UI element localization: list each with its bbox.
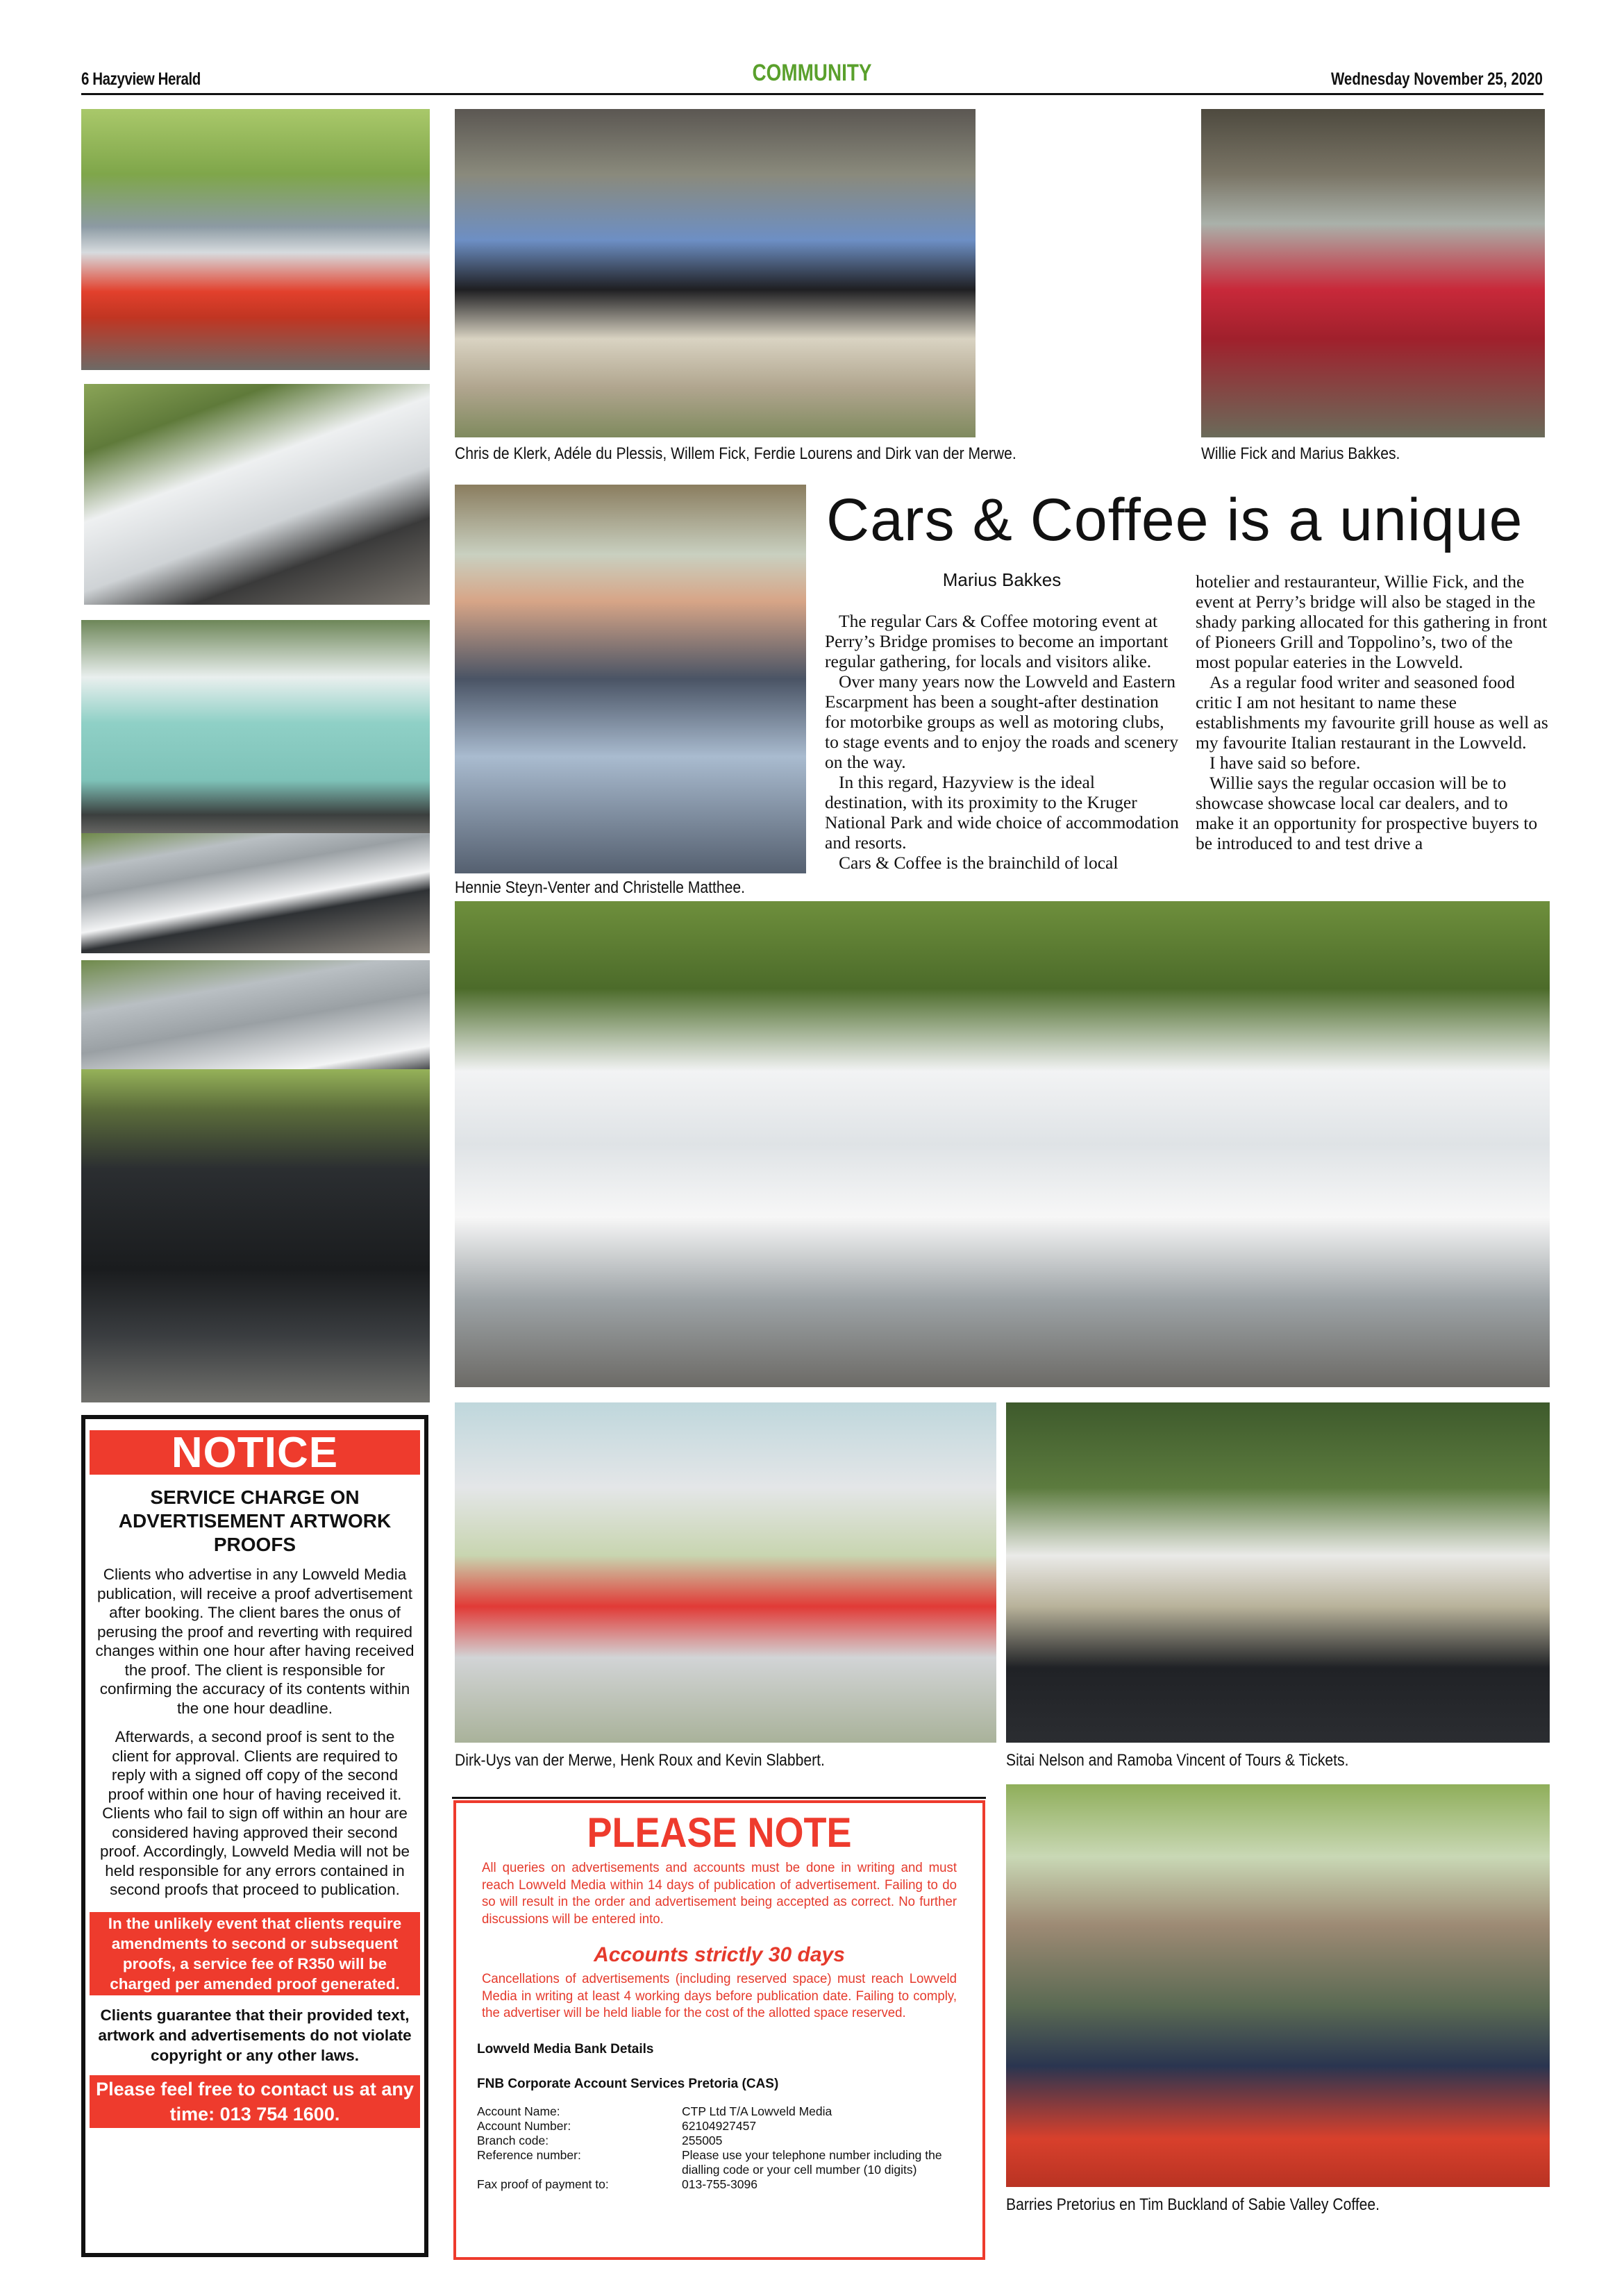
notice-contact: Please feel free to contact us at any time: 013 754 1600. — [90, 2075, 420, 2128]
photo-image — [455, 485, 806, 873]
bank-value: Please use your telephone number including the dialling code or your cell mumber (10 digits) — [682, 2147, 942, 2177]
bank-label: Fax proof of payment to: — [477, 2177, 609, 2191]
notice-guarantee: Clients guarantee that their provided text, artwork and advertisements do not violate copyright or any other laws. — [98, 2006, 412, 2064]
photo-image — [1201, 109, 1545, 437]
notice-subtitle: SERVICE CHARGE ON ADVERTISEMENT ARTWORK PROOFS — [118, 1486, 392, 1555]
photo-image — [84, 384, 430, 605]
bank-value: 255005 — [682, 2133, 723, 2147]
caption-coffee: Barries Pretorius en Tim Buckland of Sabie Valley Coffee. — [1006, 2195, 1380, 2214]
photo-image — [81, 833, 430, 953]
caption-couple: Hennie Steyn-Venter and Christelle Matthee. — [455, 878, 745, 897]
notice-fee: In the unlikely event that clients require amendments to second or subsequent proofs, a service fee of R350 will be charged per amended proof generated. — [90, 1912, 420, 1995]
please-note-title: PLEASE NOTE — [587, 1809, 852, 1856]
bank-label: Account Name: — [477, 2104, 560, 2118]
bank-row — [477, 2177, 962, 2192]
photo-youth — [455, 1402, 996, 1743]
photo-image — [455, 1402, 996, 1743]
bank-row — [477, 2148, 962, 2177]
photo-image — [1006, 1402, 1550, 1743]
photo-coffee — [1006, 1784, 1550, 2187]
photo-alfa-romeo — [1201, 109, 1545, 437]
article-paragraph: hotelier and restauranteur, Willie Fick, and the event at Perry’s bridge will also be staged in the shady parking allocated for this gathering in front of Pioneers Grill and Toppolino’s, two of the most popular eateries in the Lowveld. — [1196, 571, 1548, 672]
caption-group: Chris de Klerk, Adéle du Plessis, Willem Fick, Ferdie Lourens and Dirk van der Merwe. — [455, 444, 1016, 463]
bank-row — [477, 2104, 962, 2119]
section-title: COMMUNITY — [752, 60, 872, 86]
please-note-cancellations: Cancellations of advertisements (including reserved space) must reach Lowveld Media in writing at least 4 working days before publication date. Failing to comply, the advertiser will be held liable for the cost of the allotted space reserved. — [481, 1972, 957, 2020]
please-note-accounts-heading: Accounts strictly 30 days — [594, 1943, 845, 1966]
photo-ferrari — [84, 384, 430, 605]
article-paragraph: Over many years now the Lowveld and Eastern Escarpment has been a sought-after destination for motorbike groups as well as motoring clubs, to stage events and to enjoy the roads and scenery on the way. — [825, 671, 1179, 772]
bank-value: 013-755-3096 — [682, 2177, 757, 2191]
photo-image — [81, 1069, 430, 1402]
article-paragraph: Willie says the regular occasion will be to showcase showcase local car dealers, and to make it an opportunity for prospective buyers to be introduced to and test drive a — [1196, 773, 1538, 853]
bank-label: Reference number: — [477, 2147, 581, 2162]
please-note-box — [453, 1800, 985, 2260]
photo-image — [81, 620, 430, 849]
page-folio: 6 Hazyview Herald — [81, 69, 201, 89]
article-paragraph: Cars & Coffee is the brainchild of local — [839, 853, 1119, 873]
issue-date: Wednesday November 25, 2020 — [1330, 69, 1543, 89]
caption-youth: Dirk-Uys van der Merwe, Henk Roux and Kevin Slabbert. — [455, 1751, 825, 1770]
bank-label: Branch code: — [477, 2133, 549, 2147]
article-paragraph: The regular Cars & Coffee motoring event at Perry’s Bridge promises to become an important regular gathering, for locals and visitors alike. — [825, 611, 1169, 671]
photo-group — [455, 109, 976, 437]
bank-value: CTP Ltd T/A Lowveld Media — [682, 2104, 832, 2118]
article-byline: Marius Bakkes — [942, 569, 1062, 590]
please-note-top-rule — [452, 1797, 986, 1799]
masthead-rule — [81, 93, 1543, 95]
photo-vw-kombi — [81, 620, 430, 849]
bank-row — [477, 2119, 962, 2134]
bank-details — [477, 2104, 962, 2192]
bank-name: FNB Corporate Account Services Pretoria (CAS) — [477, 2076, 779, 2091]
bank-value: 62104927457 — [682, 2118, 757, 2133]
photo-couple — [455, 485, 806, 873]
article-paragraph: As a regular food writer and seasoned food critic I am not hesitant to name these establishments my favourite grill house as well as my favourite Italian restaurant in the Lowveld. — [1196, 672, 1548, 753]
photo-audi-r8 — [81, 109, 430, 370]
article-headline: Cars & Coffee is a unique — [826, 487, 1523, 553]
please-note-queries: All queries on advertisements and accounts must be done in writing and must reach Lowveld Media within 14 days of publication of advertisement. Failing to do so will result in the order and advertisement being accepted as correct. No further discussions will be entered into. — [481, 1861, 957, 1927]
article-column-1 — [825, 611, 1180, 873]
bank-heading: Lowveld Media Bank Details — [477, 2041, 654, 2056]
notice-box — [81, 1415, 428, 2257]
photo-tours-tickets — [1006, 1402, 1550, 1743]
photo-image — [455, 901, 1550, 1387]
photo-event-dealers — [455, 901, 1550, 1387]
article-column-2 — [1196, 571, 1550, 853]
article-paragraph: I have said so before. — [1209, 753, 1361, 773]
notice-title: NOTICE — [90, 1430, 420, 1475]
photo-bmw-i8 — [81, 833, 430, 953]
photo-image — [1006, 1784, 1550, 2187]
notice-paragraph-1: Clients who advertise in any Lowveld Media publication, will receive a proof advertisement after booking. The client bares the onus of perusing the proof and reverting with required changes within one hour after having received the proof. The client is responsible for confirming the accuracy of its contents within the one hour deadline. — [95, 1566, 415, 1717]
bank-row — [477, 2134, 962, 2148]
notice-paragraph-2: Afterwards, a second proof is sent to the client for approval. Clients are required to reply with a signed off copy of the second proof within one hour of having received it. Clients who fail to sign off within an hour are considered having approved their second proof. Accordingly, Lowveld Media will not be held responsible for any errors contained in second proofs that proceed to publication. — [99, 1728, 410, 1898]
photo-image — [81, 109, 430, 370]
photo-lamborghini — [81, 1069, 430, 1402]
caption-tours: Sitai Nelson and Ramoba Vincent of Tours & Tickets. — [1006, 1751, 1349, 1770]
caption-alfa: Willie Fick and Marius Bakkes. — [1201, 444, 1400, 463]
photo-image — [455, 109, 976, 437]
bank-label: Account Number: — [477, 2118, 571, 2133]
article-paragraph: In this regard, Hazyview is the ideal destination, with its proximity to the Kruger National Park and wide choice of accommodation and resorts. — [825, 772, 1179, 853]
